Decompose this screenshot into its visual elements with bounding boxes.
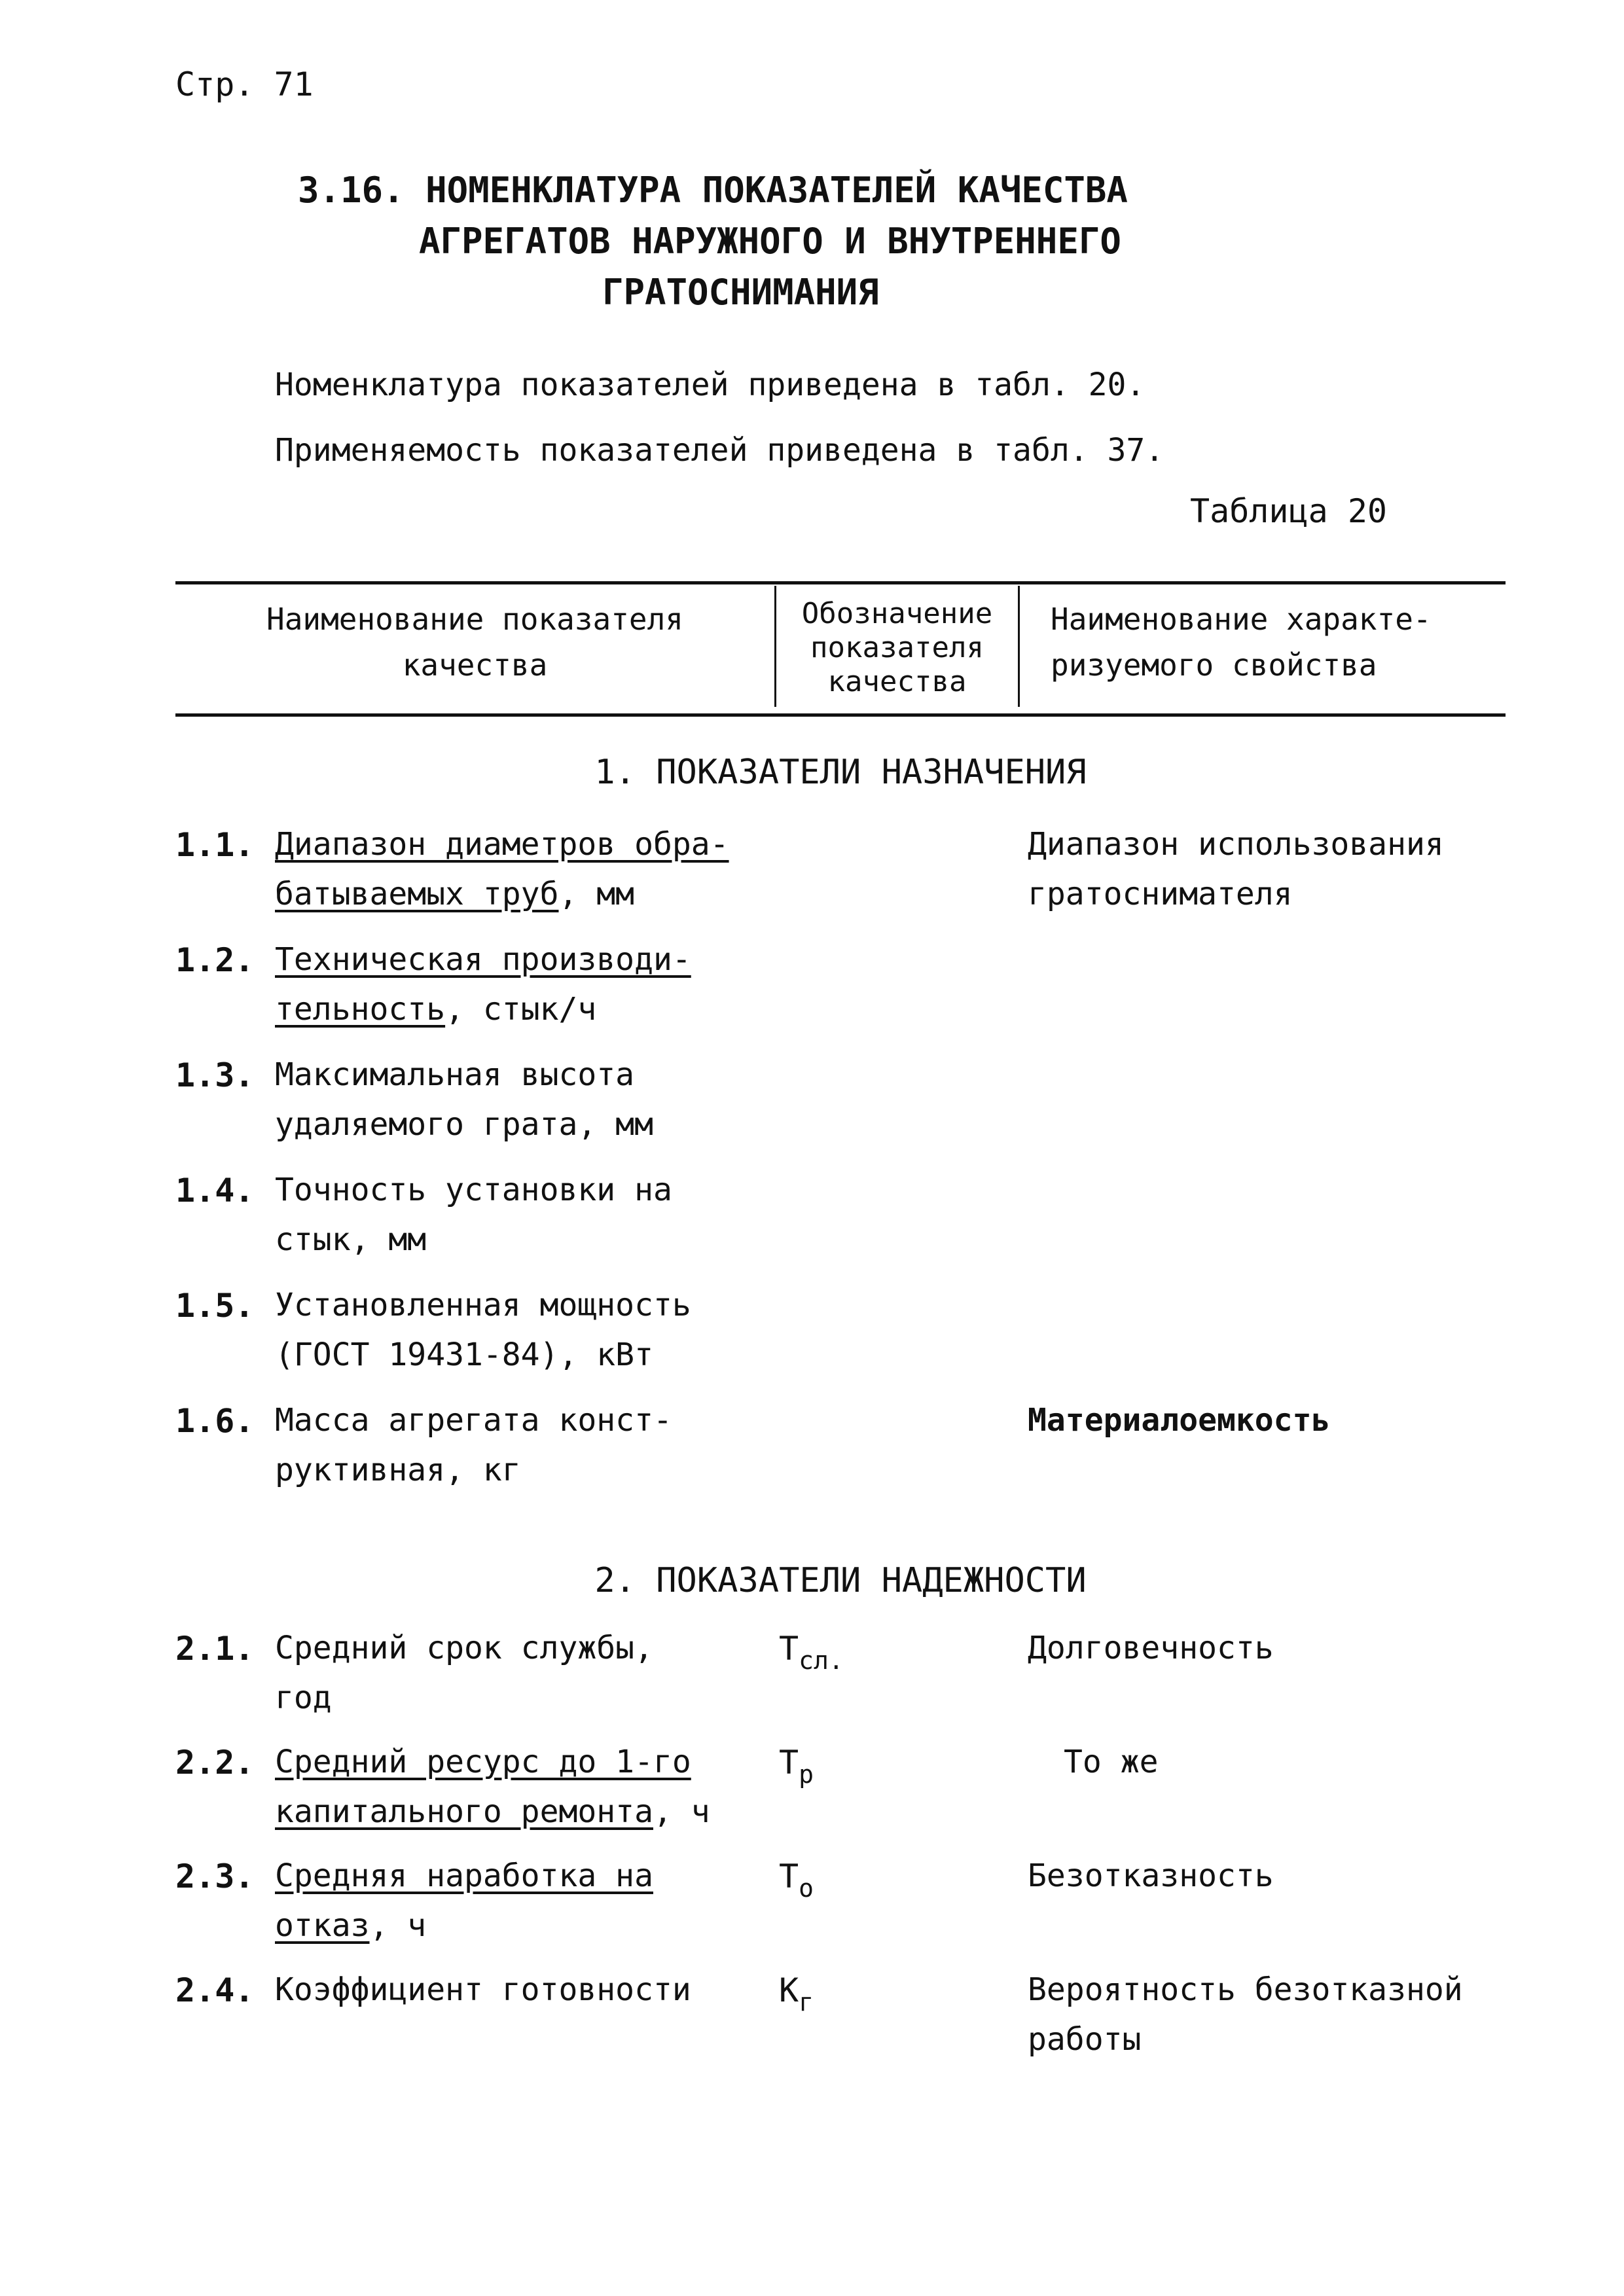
row-number: 2.3. bbox=[175, 1857, 255, 1895]
row-number: 1.2. bbox=[175, 941, 255, 979]
group-title-reliability: 2. ПОКАЗАТЕЛИ НАДЕЖНОСТИ bbox=[594, 1561, 1087, 1600]
row-name bbox=[275, 1395, 772, 1495]
row-number: 2.2. bbox=[175, 1744, 255, 1782]
row-name-line2: (ГОСТ 19431-84), кВт bbox=[275, 1336, 653, 1373]
row-property-line2: работы bbox=[1028, 2021, 1142, 2058]
row-symbol-subscript: сл. bbox=[799, 1646, 844, 1675]
row-name-line2: отказ bbox=[275, 1907, 370, 1944]
row-symbol-subscript: р bbox=[799, 1760, 814, 1789]
row-name bbox=[275, 1623, 772, 1723]
row-name bbox=[275, 1737, 772, 1837]
section-title-line3: ГРАТОСНИМАНИЯ bbox=[602, 272, 879, 313]
row-name-line1: Точность установки на bbox=[275, 1172, 672, 1208]
intro-line-1: Номенклатура показателей приведена в табл. 20. bbox=[275, 367, 1146, 403]
row-property bbox=[1028, 1395, 1525, 1445]
header-col1-line1: Наименование показателя bbox=[266, 601, 683, 637]
row-name-unit: , ч bbox=[653, 1793, 710, 1830]
row-name bbox=[275, 1050, 772, 1149]
row-property-line1: То же bbox=[1064, 1744, 1159, 1780]
row-property-line1: Безотказность bbox=[1028, 1857, 1274, 1894]
row-name-line1: Средний ресурс до 1-го bbox=[275, 1744, 691, 1780]
header-col2-line2: показателя bbox=[810, 631, 984, 664]
row-number: 1.1. bbox=[175, 826, 255, 864]
row-property bbox=[1064, 1737, 1561, 1787]
row-name-line1: Коэффициент готовности bbox=[275, 1971, 691, 2008]
header-col2-line1: Обозначение bbox=[801, 597, 993, 630]
row-name-line1: Максимальная высота bbox=[275, 1056, 635, 1093]
row-name bbox=[275, 1280, 772, 1380]
row-number: 2.1. bbox=[175, 1630, 255, 1668]
row-number: 1.5. bbox=[175, 1287, 255, 1325]
row-name bbox=[275, 1851, 772, 1950]
row-property bbox=[1028, 1965, 1525, 2064]
header-col3-line1: Наименование характе- bbox=[1051, 601, 1432, 637]
row-name bbox=[275, 935, 772, 1034]
row-name-unit: , ч bbox=[369, 1907, 427, 1944]
row-name-line1: Техническая производи- bbox=[275, 941, 691, 978]
row-property bbox=[1028, 1851, 1525, 1901]
row-property-line2: гратоснимателя bbox=[1028, 876, 1293, 912]
row-name-unit: , стык/ч bbox=[445, 991, 597, 1028]
header-col3-line2: ризуемого свойства bbox=[1051, 647, 1377, 683]
row-name-line2: батываемых труб bbox=[275, 876, 559, 912]
row-symbol-letter: К bbox=[779, 1971, 799, 2009]
row-name bbox=[275, 819, 772, 919]
row-symbol-letter: Т bbox=[779, 1857, 799, 1895]
header-col2-line3: качества bbox=[827, 665, 967, 698]
row-number: 1.4. bbox=[175, 1172, 255, 1210]
section-title-line1: 3.16. НОМЕНКЛАТУРА ПОКАЗАТЕЛЕЙ КАЧЕСТВА bbox=[298, 170, 1128, 211]
row-name-line1: Диапазон диаметров обра- bbox=[275, 826, 729, 863]
row-symbol bbox=[779, 1971, 814, 2017]
row-name-line2: капитального ремонта bbox=[275, 1793, 653, 1830]
row-name bbox=[275, 1965, 772, 2015]
row-symbol bbox=[779, 1630, 844, 1675]
row-name-line2: удаляемого грата, мм bbox=[275, 1106, 653, 1143]
row-number: 2.4. bbox=[175, 1971, 255, 2009]
page-number: Стр. 71 bbox=[175, 65, 314, 103]
row-symbol-letter: Т bbox=[779, 1630, 799, 1668]
row-property-line1: Вероятность безотказной bbox=[1028, 1971, 1463, 2008]
table-header-bottom-rule bbox=[175, 713, 1506, 717]
row-number: 1.6. bbox=[175, 1402, 255, 1440]
row-name-unit: , мм bbox=[558, 876, 635, 912]
row-symbol bbox=[779, 1857, 814, 1903]
table-label: Таблица 20 bbox=[1190, 492, 1388, 530]
group-title-purpose: 1. ПОКАЗАТЕЛИ НАЗНАЧЕНИЯ bbox=[594, 753, 1087, 792]
section-title-line2: АГРЕГАТОВ НАРУЖНОГО И ВНУТРЕННЕГО bbox=[419, 221, 1121, 262]
row-property-line1: Долговечность bbox=[1028, 1630, 1274, 1666]
row-name-line2: стык, мм bbox=[275, 1221, 427, 1258]
table-top-rule bbox=[175, 581, 1506, 584]
row-property bbox=[1028, 1623, 1525, 1673]
row-name-line1: Масса агрегата конст- bbox=[275, 1402, 672, 1439]
row-symbol-letter: Т bbox=[779, 1744, 799, 1782]
row-name-line2: тельность bbox=[275, 991, 446, 1028]
row-name-line2: руктивная, кг bbox=[275, 1452, 521, 1488]
row-property-line1: Материалоемкость bbox=[1028, 1402, 1331, 1439]
row-property bbox=[1028, 819, 1525, 919]
row-number: 1.3. bbox=[175, 1056, 255, 1094]
row-name-line1: Средний срок службы, bbox=[275, 1630, 653, 1666]
intro-line-2: Применяемость показателей приведена в табл. 37. bbox=[275, 432, 1164, 469]
row-symbol bbox=[779, 1744, 814, 1789]
header-col1-line2: качества bbox=[402, 647, 548, 683]
row-name bbox=[275, 1165, 772, 1265]
row-name-line1: Средняя наработка на bbox=[275, 1857, 653, 1894]
row-property-line1: Диапазон использования bbox=[1028, 826, 1444, 863]
row-name-line2: год bbox=[275, 1679, 332, 1716]
row-symbol-subscript: г bbox=[799, 1988, 814, 2017]
row-symbol-subscript: о bbox=[799, 1874, 814, 1903]
row-name-line1: Установленная мощность bbox=[275, 1287, 691, 1323]
header-separator-2 bbox=[1018, 586, 1020, 707]
